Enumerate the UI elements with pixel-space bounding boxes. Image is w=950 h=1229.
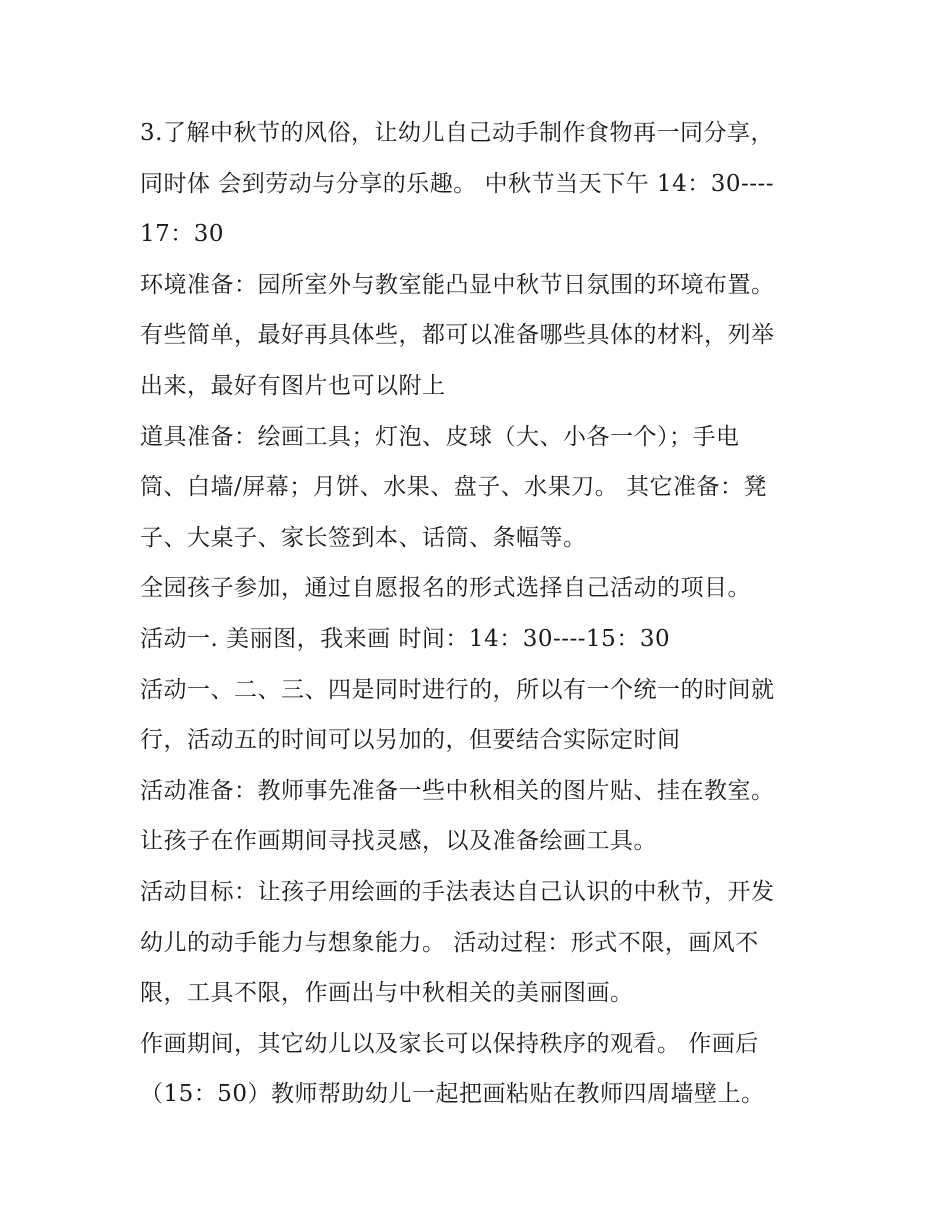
text-line: 作画期间，其它幼儿以及家长可以保持秩序的观看。 作画后 <box>140 1030 759 1057</box>
text-line: 3.了解中秋节的风俗，让幼儿自己动手制作食物再一同分享， <box>140 120 774 146</box>
text-line: 同时体 会到劳动与分享的乐趣。 中秋节当天下午 14：30---- <box>140 170 775 197</box>
text-line: 行，活动五的时间可以另加的，但要结合实际定时间 <box>140 727 681 754</box>
text-line: 活动准备：教师事先准备一些中秋相关的图片贴、挂在教室。 <box>140 777 775 804</box>
text-line: 活动目标：让孩子用绘画的手法表达自己认识的中秋节，开发 <box>140 878 775 905</box>
text-line: （15：50）教师帮助幼儿一起把画粘贴在教师四周墙壁上。 <box>140 1081 765 1108</box>
text-line: 筒、白墙/屏幕；月饼、水果、盘子、水果刀。 其它准备：凳 <box>140 474 768 501</box>
text-line: 出来，最好有图片也可以附上 <box>140 372 446 399</box>
text-line: 活动一. 美丽图，我来画 时间：14：30----15：30 <box>140 625 671 652</box>
text-line: 限，工具不限，作画出与中秋相关的美丽图画。 <box>140 980 634 1007</box>
text-line: 让孩子在作画期间寻找灵感，以及准备绘画工具。 <box>140 828 657 855</box>
text-line: 子、大桌子、家长签到本、话筒、条幅等。 <box>140 524 587 551</box>
text-line: 有些简单，最好再具体些，都可以准备哪些具体的材料，列举 <box>140 322 775 349</box>
text-line: 环境准备：园所室外与教室能凸显中秋节日氛围的环境布置。 <box>140 271 775 298</box>
text-line: 道具准备：绘画工具；灯泡、皮球（大、小各一个）；手电 <box>140 423 740 450</box>
text-line: 全园孩子参加，通过自愿报名的形式选择自己活动的项目。 <box>140 575 751 602</box>
text-line: 活动一、二、三、四是同时进行的，所以有一个统一的时间就 <box>140 676 775 703</box>
document-body <box>140 108 820 1120</box>
text-line: 幼儿的动手能力与想象能力。 活动过程：形式不限，画风不 <box>140 929 759 956</box>
text-line: 17：30 <box>140 221 225 248</box>
